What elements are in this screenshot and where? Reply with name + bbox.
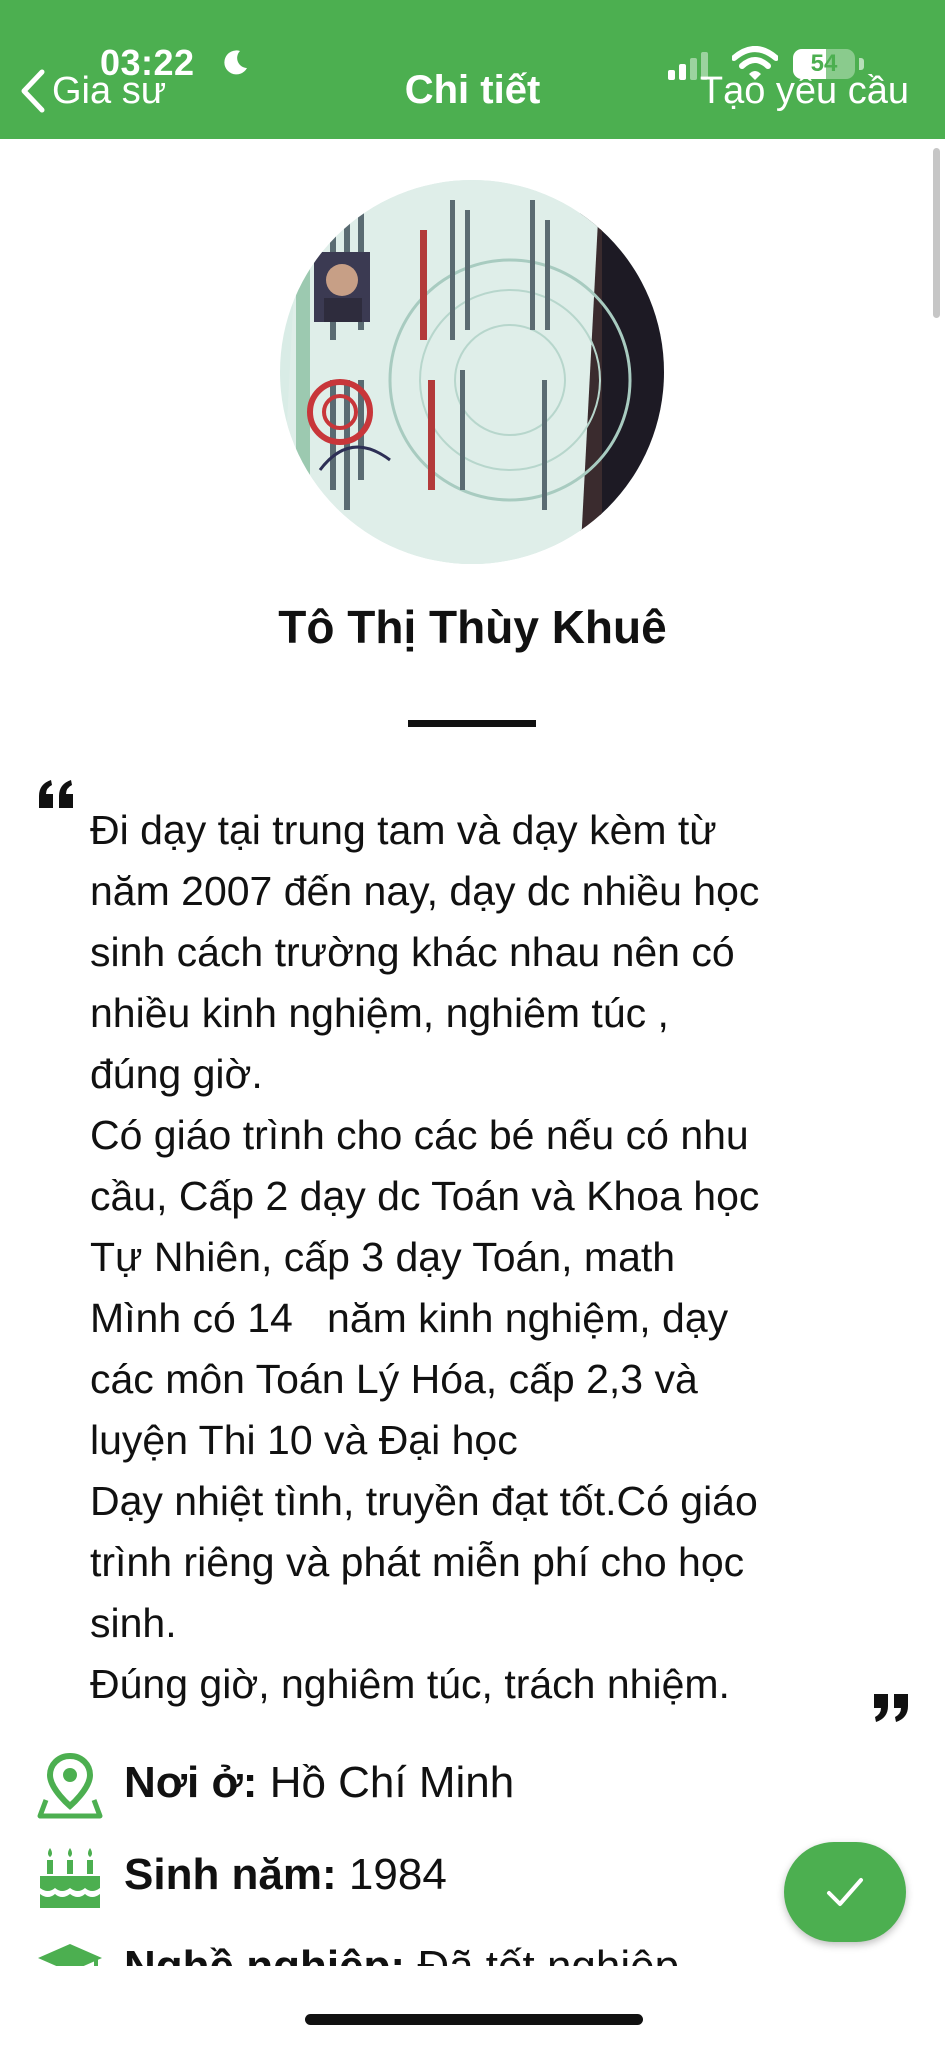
birth-year-value: 1984 — [348, 1850, 447, 1899]
bio-line: trình riêng và phát miễn phí cho học — [90, 1539, 745, 1585]
tutor-name: Tô Thị Thùy Khuê — [278, 601, 667, 653]
status-time: 03:22 — [100, 42, 195, 83]
birth-year-label: Sinh năm: — [124, 1850, 337, 1899]
birthday-cake-icon — [36, 1844, 104, 1912]
bio-line: đúng giờ. — [90, 1051, 263, 1097]
bio-line: luyện Thi 10 và Đại học — [90, 1417, 518, 1463]
close-quote-icon — [870, 1692, 910, 1724]
residence-label: Nơi ở: — [124, 1758, 258, 1807]
residence-value: Hồ Chí Minh — [269, 1758, 515, 1807]
create-request-button[interactable]: Tạo yêu cầu — [699, 70, 909, 112]
home-indicator[interactable] — [305, 2014, 643, 2025]
bio-line: Đi dạy tại trung tam và dạy kèm từ — [90, 807, 717, 853]
residence-row — [0, 1752, 945, 1822]
bio-line: các môn Toán Lý Hóa, cấp 2,3 và — [90, 1356, 698, 1402]
open-quote-icon — [37, 778, 77, 810]
bottom-safe-area — [0, 1966, 945, 2048]
bio-line: Dạy nhiệt tình, truyền đạt tốt.Có giáo — [90, 1478, 758, 1524]
residence-text — [124, 1758, 514, 1808]
birth-year-text — [124, 1850, 447, 1900]
name-divider — [408, 720, 536, 727]
bio-line: Mình có 14 năm kinh nghiệm, dạy — [90, 1295, 729, 1341]
app-header — [0, 0, 945, 139]
tutor-avatar — [280, 180, 664, 564]
tutor-bio — [90, 800, 856, 1715]
bio-line: Có giáo trình cho các bé nếu có nhu — [90, 1112, 749, 1158]
bio-line: Tự Nhiên, cấp 3 dạy Toán, math — [90, 1234, 676, 1280]
confirm-fab-button[interactable] — [784, 1842, 906, 1942]
bio-line: nhiều kinh nghiệm, nghiêm túc , — [90, 990, 669, 1036]
bio-line: cầu, Cấp 2 dạy dc Toán và Khoa học — [90, 1173, 760, 1219]
check-icon — [825, 1872, 865, 1912]
map-pin-icon — [36, 1752, 104, 1820]
page-title: Chi tiết — [404, 68, 541, 112]
bio-line: sinh. — [90, 1600, 177, 1646]
bio-line: sinh cách trường khác nhau nên có — [90, 929, 735, 975]
scrollbar[interactable] — [933, 148, 940, 318]
bio-line: năm 2007 đến nay, dạy dc nhiều học — [90, 868, 760, 914]
back-button[interactable]: Gia sư — [52, 70, 167, 112]
battery-percent: 54 — [810, 50, 838, 77]
bio-line: Đúng giờ, nghiêm túc, trách nhiệm. — [90, 1661, 730, 1707]
